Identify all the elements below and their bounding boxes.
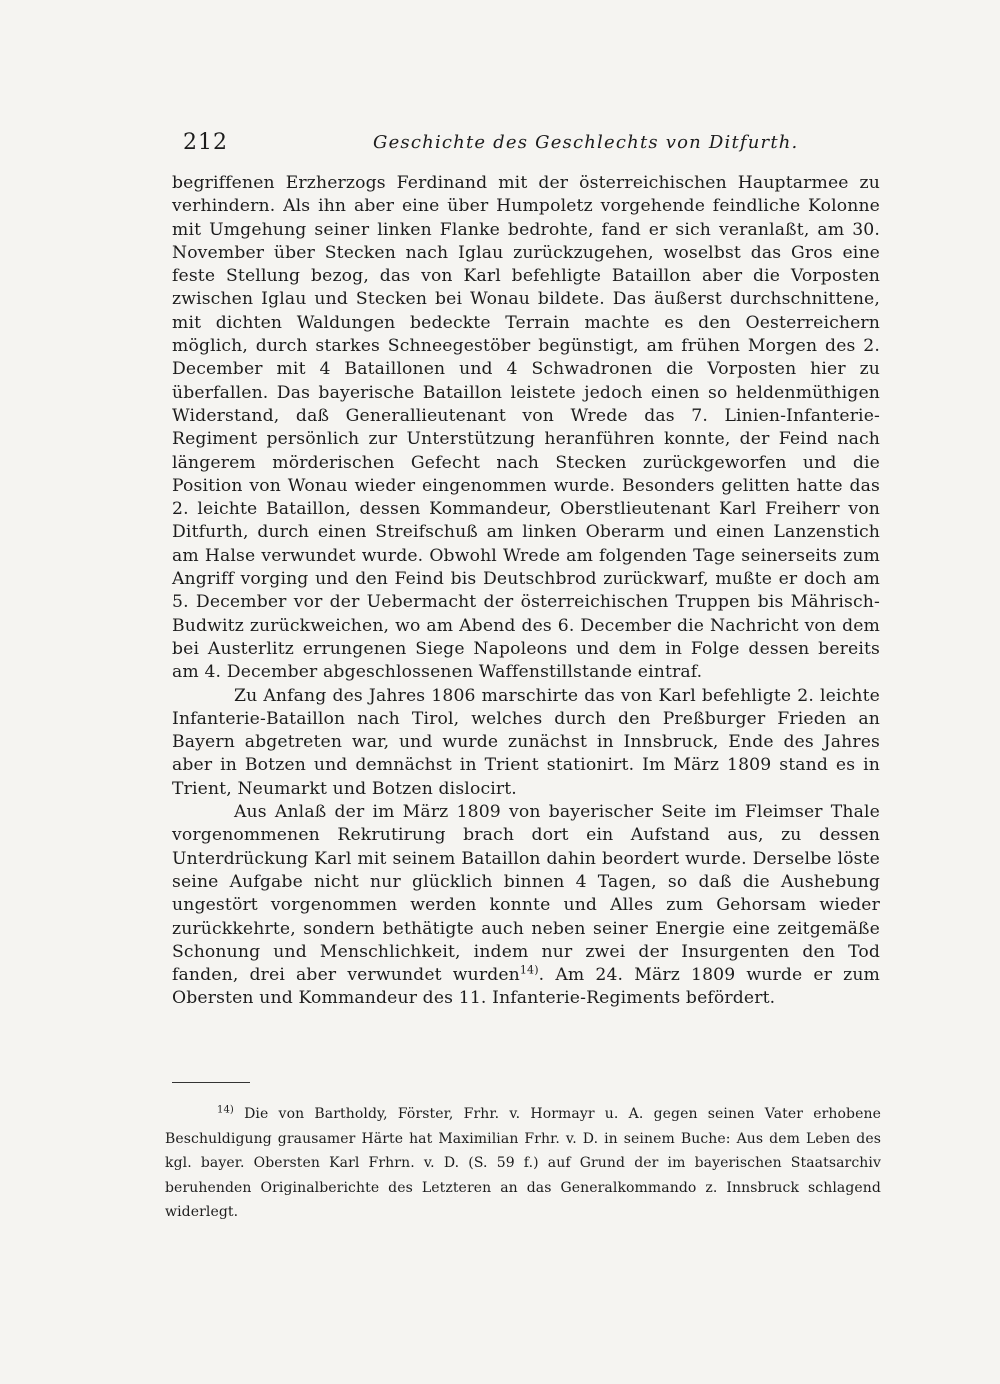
footnote-text: Die von Bartholdy, Förster, Frhr. v. Hormayr u. A. gegen seinen Vater erhobene Beschuldigung grausamer Härte hat Maximilian Frhr. v. D. in seinem Buche: Aus dem Leben des kgl. bayer. Obersten Karl Frhrn. v. D. (S. 59 f.) auf Grund der im bayerischen Staatsarchiv beruhenden Originalberichte des Letzteren an das Generalkommando z. Innsbruck schlagend widerlegt. (165, 1106, 881, 1220)
body-text (172, 172, 880, 1011)
footnote (165, 1102, 881, 1225)
paragraph-3 (172, 801, 880, 1011)
page-number: 212 (183, 130, 228, 155)
footnote-divider (172, 1082, 250, 1083)
paragraph-3-text: Aus Anlaß der im März 1809 von bayerischer Seite im Fleimser Thale vorgenommenen Rekrutirung brach dort ein Aufstand aus, zu dessen Unterdrückung Karl mit seinem Bataillon dahin beordert wurde. Derselbe löste seine Aufgabe nicht nur glücklich binnen 4 Tagen, so daß die Aushebung ungestört vorgenommen werden konnte und Alles zum Gehorsam wieder zurückkehrte, sondern bethätigte auch neben seiner Energie eine zeitgemäße Schonung und Menschlichkeit, indem nur zwei der Insurgenten den Tod fanden, drei aber verwundet wurden (172, 802, 880, 986)
running-title: Geschichte des Geschlechts von Ditfurth. (373, 132, 799, 153)
footnote-reference[interactable]: 14) (519, 963, 539, 977)
paragraph-2: Zu Anfang des Jahres 1806 marschirte das von Karl befehligte 2. leichte Infanterie-Bataillon nach Tirol, welches durch den Preßburger Frieden an Bayern abgetreten war, und wurde zunächst in Innsbruck, Ende des Jahres aber in Botzen und demnächst in Trient stationirt. Im März 1809 stand es in Trient, Neumarkt und Botzen dislocirt. (172, 685, 880, 799)
page-header (183, 130, 881, 160)
paragraph-1: begriffenen Erzherzogs Ferdinand mit der österreichischen Hauptarmee zu verhindern. Als ihn aber eine über Humpoletz vorgehende feindliche Kolonne mit Umgehung seiner linken Flanke bedrohte, fand er sich veranlaßt, am 30. November über Stecken nach Iglau zurückzugehen, woselbst das Gros eine feste Stellung bezog, das von Karl befehligte Bataillon aber die Vorposten zwischen Iglau und Stecken bei Wonau bildete. Das äußerst durchschnittene, mit dichten Waldungen bedeckte Terrain machte es den Oesterreichern möglich, durch starkes Schneegestöber begünstigt, am frühen Morgen des 2. December mit 4 Bataillonen und 4 Schwadronen die Vorposten hier zu überfallen. Das bayerische Bataillon leistete jedoch einen so heldenmüthigen Widerstand, daß Generallieutenant von Wrede das 7. Linien-Infanterie-Regiment persönlich zur Unterstützung heranführen konnte, der Feind nach längerem mörderischen Gefecht nach Stecken zurückgeworfen und die Position von Wonau wieder eingenommen wurde. Besonders gelitten hatte das 2. leichte Bataillon, dessen Kommandeur, Oberstlieutenant Karl Freiherr von Ditfurth, durch einen Streifschuß am linken Oberarm und einen Lanzenstich am Halse verwundet wurde. Obwohl Wrede am folgenden Tage seinerseits zum Angriff vorging und den Feind bis Deutschbrod zurückwarf, mußte er doch am 5. December vor der Uebermacht der österreichischen Truppen bis Mährisch-Budwitz zurückweichen, wo am Abend des 6. December die Nachricht von dem bei Austerlitz errungenen Siege Napoleons und dem in Folge dessen bereits am 4. December abgeschlossenen Waffenstillstande eintraf. (172, 173, 880, 683)
paragraph-3-tail: . Am 24. März 1809 wurde er zum Obersten und Kommandeur des 11. Infanterie-Regiments befördert. (172, 965, 880, 1009)
footnote-mark: 14) (217, 1104, 234, 1116)
